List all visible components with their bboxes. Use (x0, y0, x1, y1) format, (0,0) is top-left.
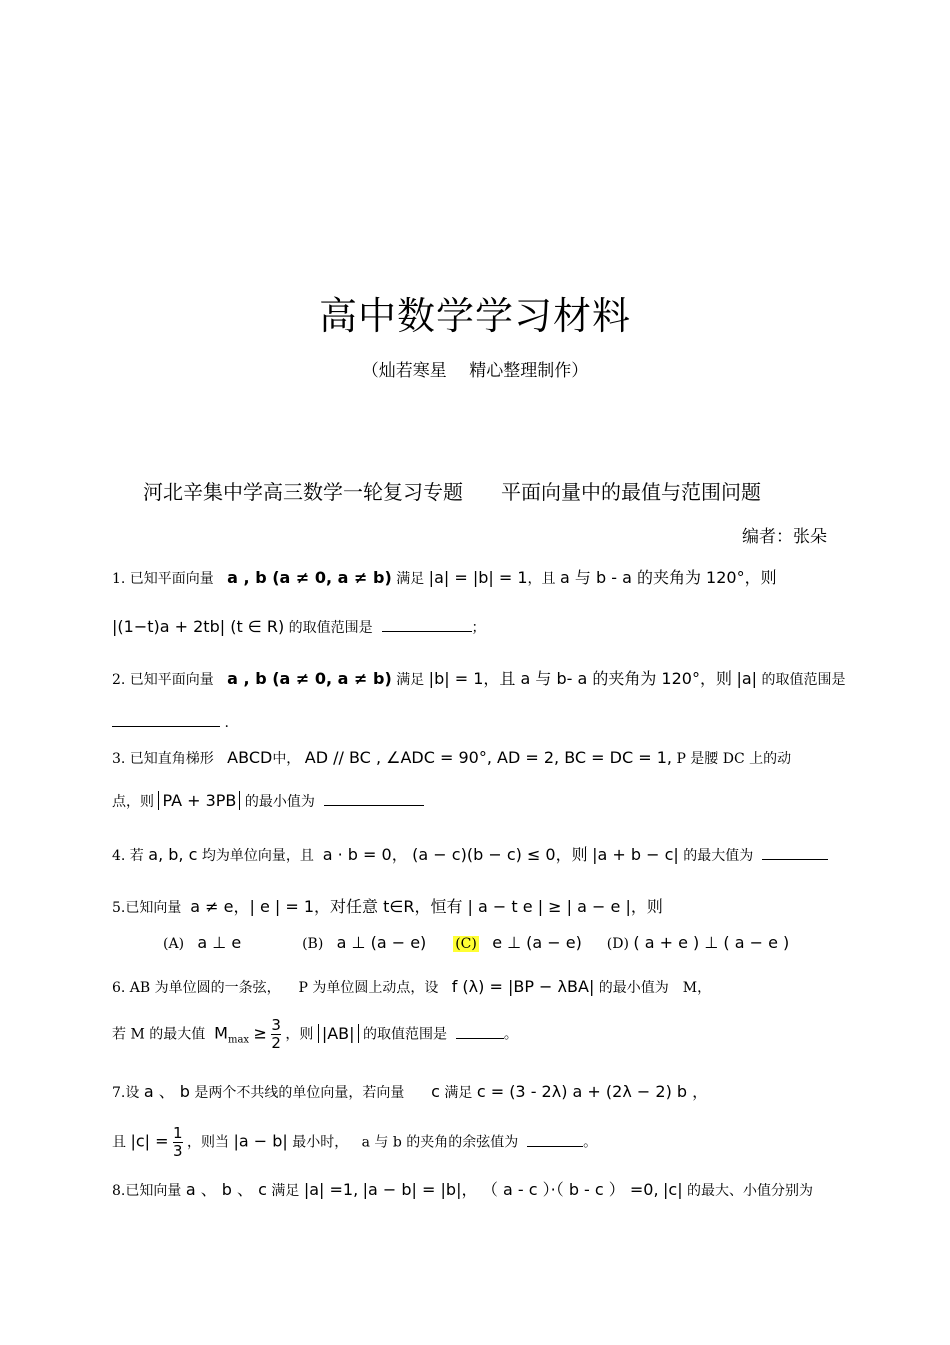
heading-topic: 平面向量中的最值与范围问题 (501, 480, 761, 504)
q4-expression: |a + b − c| (592, 845, 679, 864)
q5-option-b-text: a ⊥ (a − e) (336, 933, 427, 952)
q3-tail: 的最小值为 (244, 794, 315, 810)
q6-ge: ≥ (253, 1023, 267, 1043)
q6-line2c: 的取值范围是 (362, 1026, 447, 1043)
q6-function: f (λ) = |BP − λBA| (451, 977, 595, 996)
q6-end: 。 (503, 1026, 518, 1043)
q3-line2a: 点，则 (112, 794, 154, 810)
question-4-line (112, 842, 828, 865)
question-6-line-1 (112, 977, 711, 997)
q5-option-a-text: a ⊥ e (197, 933, 242, 952)
q5-option-c-text: e ⊥ (a − e) (492, 933, 582, 952)
q6-line2a: 若 M 的最大值 (112, 1026, 206, 1043)
q3-shape: ABCD (227, 748, 273, 767)
question-2-line-2 (112, 712, 229, 731)
q3-prefix: 3. 已知直角梯形 (112, 751, 214, 767)
q4-condition-2: (a − c)(b − c) ≤ 0，则 (412, 845, 588, 864)
q2-condition: a , b (a ≠ 0, a ≠ b) (227, 669, 392, 688)
q2-tail: 的取值范围是 (761, 672, 846, 688)
q5-option-c-label: (C) (455, 936, 477, 952)
q1-tail: 的取值范围是 (288, 620, 373, 636)
q1-angle: a 与 b - a 的夹角为 120°，则 (559, 568, 777, 587)
q1-end: ； (471, 620, 486, 636)
q8-condition-3: （ a - c ）·（ b - c ） =0, (481, 1180, 659, 1199)
q1-answer-blank (382, 617, 472, 632)
q4-mid: 均为单位向量，且 (201, 848, 314, 864)
q8-condition-2: |a − b| = |b|， (362, 1180, 478, 1199)
q5-option-b-label: (B) (302, 936, 324, 952)
q5-option-c[interactable] (453, 933, 586, 952)
q6-fraction-num: 3 (271, 1016, 281, 1034)
q2-mid: 满足 (396, 672, 425, 688)
q3-answer-blank (324, 791, 424, 806)
q1-prefix: 1. 已知平面向量 (112, 571, 214, 587)
q7-line2c: 最小时， (292, 1134, 349, 1151)
q4-vars: a, b, c (148, 845, 198, 864)
q7-line2b: ，则当 (186, 1134, 229, 1151)
q7-fraction-num: 1 (172, 1124, 183, 1142)
q7-expression: c = (3 - 2λ) a + (2λ − 2) b ， (476, 1082, 709, 1101)
question-2-line-1 (112, 666, 845, 689)
q5-option-a[interactable] (163, 933, 246, 952)
q7-expression-2: |a − b| (233, 1131, 288, 1151)
q5-option-d-label: (D) (606, 936, 629, 952)
page-subtitle: （灿若寒星 精心整理制作） (361, 361, 589, 381)
q2-relation: |b| = 1 (428, 669, 484, 688)
q7-end: 。 (583, 1134, 598, 1151)
q8-mid: 满足 (271, 1183, 300, 1199)
question-7-line-1 (112, 1079, 708, 1102)
page-title: 高中数学学习材料 (318, 294, 631, 338)
q6-mmax: M (214, 1023, 228, 1043)
q7-prefix: 7.设 (112, 1085, 140, 1101)
question-6-line-2 (112, 1017, 518, 1052)
q7-line2a: 且 (112, 1134, 126, 1151)
q6-prefix: 6. AB 为单位圆的一条弦， (112, 980, 281, 996)
section-heading (143, 476, 761, 505)
q8-expression: |c| (663, 1180, 683, 1199)
q8-vars: a 、 b 、 c (185, 1180, 267, 1199)
q4-condition-1: a · b = 0， (322, 845, 408, 864)
question-1-line-2 (112, 617, 486, 637)
heading-school: 河北辛集中学高三数学一轮复习专题 (143, 480, 463, 504)
q1-mid: 满足 (396, 571, 425, 587)
q5-prefix: 5.已知向量 (112, 900, 182, 916)
q2-answer-blank (112, 712, 220, 727)
q6-fraction (271, 1017, 281, 1052)
q8-tail: 的最大、小值分别为 (687, 1183, 814, 1199)
question-7-line-2 (112, 1125, 597, 1160)
question-3-line-2 (112, 791, 424, 811)
q6-answer-blank (456, 1024, 504, 1039)
q5-condition: a ≠ e，| e | = 1，对任意 t∈R，恒有 | a − t e | ≥ | a − e |，则 (190, 897, 663, 916)
q1-expression: |(1−t)a + 2tb| (t ∈ R) (112, 617, 285, 636)
q6-mmax-sub: max (227, 1034, 250, 1046)
q2-prefix: 2. 已知平面向量 (112, 672, 214, 688)
q7-fraction (173, 1125, 183, 1160)
q7-answer-blank (527, 1132, 583, 1147)
editor-credit: 编者：张朵 (742, 527, 827, 547)
q7-line2d: a 与 b 的夹角的余弦值为 (361, 1134, 519, 1151)
q6-expression: |AB| (318, 1024, 359, 1043)
q2-target: |a| (736, 669, 758, 688)
question-1-line-1 (112, 565, 777, 588)
q3-p: P 是腰 DC 上的动 (676, 751, 792, 767)
q6-line2b: ，则 (285, 1026, 314, 1043)
q1-relation: |a| = |b| = 1 (428, 568, 528, 587)
q7-fraction-den: 3 (172, 1142, 183, 1160)
q7-mid2: 满足 (444, 1085, 473, 1101)
q4-answer-blank (762, 845, 828, 860)
q2-angle: ，且 a 与 b- a 的夹角为 120°，则 (483, 669, 732, 688)
q5-option-d[interactable] (606, 933, 790, 952)
q1-and: ，且 (527, 571, 556, 587)
q5-option-b[interactable] (302, 933, 431, 952)
q7-mid: 是两个不共线的单位向量，若向量 (194, 1085, 405, 1101)
q8-condition-1: |a| =1, (303, 1180, 359, 1199)
q7-abs-c: |c| = (130, 1131, 169, 1151)
q6-mid: P 为单位圆上动点，设 (298, 980, 439, 996)
q2-end: . (224, 715, 229, 731)
q4-tail: 的最大值为 (683, 848, 754, 864)
q5-option-d-text: ( a + e ) ⊥ ( a − e ) (633, 933, 790, 952)
question-3-line-1 (112, 748, 791, 768)
q7-c: c (431, 1082, 440, 1101)
q4-prefix: 4. 若 (112, 848, 144, 864)
question-5-options (163, 933, 789, 952)
question-5-line-1 (112, 894, 663, 917)
q7-vars: a 、 b (143, 1082, 190, 1101)
question-8-line-1 (112, 1177, 813, 1200)
q5-option-a-label: (A) (163, 936, 185, 952)
q6-fraction-den: 2 (271, 1034, 281, 1052)
q3-mid: 中， (272, 751, 301, 767)
q6-tail: 的最小值为 M， (598, 980, 712, 996)
q8-prefix: 8.已知向量 (112, 1183, 182, 1199)
q1-condition: a , b (a ≠ 0, a ≠ b) (227, 568, 392, 587)
q3-condition: AD // BC , ∠ADC = 90°, AD = 2, BC = DC = 1, (304, 748, 672, 767)
q3-expression: PA + 3PB (158, 791, 240, 810)
